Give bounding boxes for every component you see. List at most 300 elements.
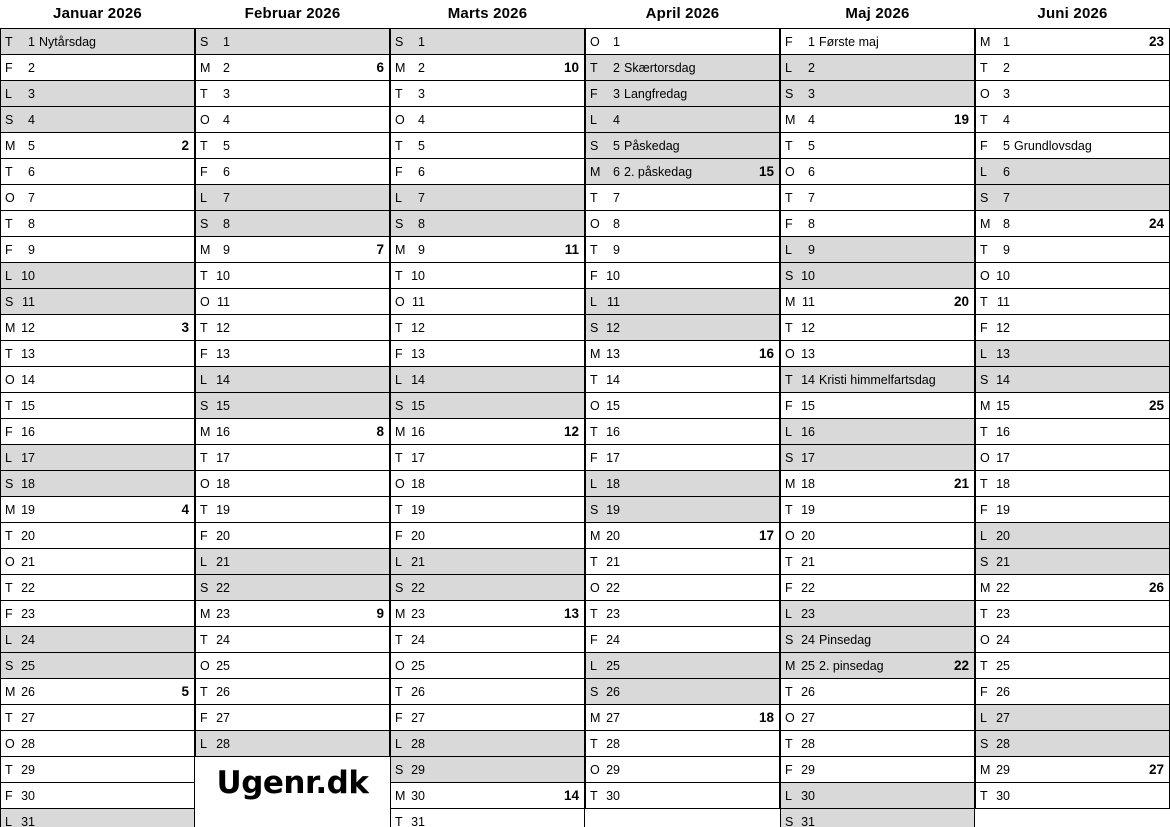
day-row[interactable] — [781, 575, 974, 601]
day-row[interactable] — [1, 81, 194, 107]
day-row[interactable] — [1, 497, 194, 523]
day-row[interactable] — [196, 575, 389, 601]
day-number: 4 — [223, 112, 230, 127]
day-row[interactable] — [196, 107, 389, 133]
day-row[interactable] — [586, 237, 779, 263]
day-row[interactable] — [586, 471, 779, 497]
day-of-week: L — [980, 710, 987, 725]
day-row[interactable] — [586, 601, 779, 627]
day-row[interactable] — [1, 263, 194, 289]
day-row[interactable] — [781, 419, 974, 445]
day-row[interactable] — [196, 185, 389, 211]
day-row[interactable] — [586, 575, 779, 601]
day-row[interactable] — [976, 159, 1169, 185]
day-row[interactable] — [781, 601, 974, 627]
day-of-week: M — [980, 580, 991, 595]
day-number: 30 — [411, 788, 425, 803]
day-number: 14 — [606, 372, 620, 387]
day-of-week: T — [980, 60, 988, 75]
day-row[interactable] — [586, 159, 779, 185]
day-row[interactable] — [781, 497, 974, 523]
day-row[interactable] — [586, 263, 779, 289]
day-row[interactable] — [1, 393, 194, 419]
day-of-week: F — [200, 528, 208, 543]
day-number: 7 — [613, 190, 620, 205]
day-row[interactable] — [586, 757, 779, 783]
day-row[interactable] — [1, 29, 194, 55]
day-row[interactable] — [976, 653, 1169, 679]
week-number: 12 — [563, 424, 579, 439]
day-row[interactable] — [976, 211, 1169, 237]
day-row[interactable] — [391, 289, 584, 315]
day-row[interactable] — [976, 29, 1169, 55]
day-row[interactable] — [976, 419, 1169, 445]
day-row[interactable] — [781, 523, 974, 549]
day-row[interactable] — [196, 419, 389, 445]
day-of-week: T — [785, 190, 793, 205]
day-number: 25 — [996, 658, 1010, 673]
day-of-week: T — [5, 398, 13, 413]
day-number: 4 — [28, 112, 35, 127]
day-of-week: M — [200, 424, 211, 439]
day-number: 17 — [411, 450, 425, 465]
day-of-week: S — [395, 762, 404, 777]
day-row[interactable] — [196, 601, 389, 627]
month-column — [585, 0, 780, 827]
day-of-week: T — [980, 242, 988, 257]
day-row[interactable] — [196, 523, 389, 549]
day-row[interactable] — [1, 705, 194, 731]
day-row[interactable] — [781, 471, 974, 497]
day-row[interactable] — [1, 237, 194, 263]
day-row[interactable] — [586, 29, 779, 55]
day-row[interactable] — [586, 445, 779, 471]
week-number: 3 — [181, 320, 189, 335]
day-row[interactable] — [391, 393, 584, 419]
day-row[interactable] — [976, 757, 1169, 783]
week-number: 13 — [563, 606, 579, 621]
day-row[interactable] — [781, 263, 974, 289]
month-days — [975, 28, 1170, 809]
day-of-week: T — [980, 476, 988, 491]
day-row[interactable] — [781, 29, 974, 55]
day-row[interactable] — [1, 211, 194, 237]
day-row[interactable] — [976, 133, 1169, 159]
day-row[interactable] — [1, 653, 194, 679]
day-number: 16 — [606, 424, 620, 439]
day-number: 8 — [418, 216, 425, 231]
day-row[interactable] — [586, 315, 779, 341]
day-row[interactable] — [586, 679, 779, 705]
day-row[interactable] — [976, 107, 1169, 133]
day-row[interactable] — [196, 289, 389, 315]
day-row[interactable] — [976, 185, 1169, 211]
day-number: 14 — [21, 372, 35, 387]
day-of-week: L — [785, 242, 792, 257]
day-number: 27 — [606, 710, 620, 725]
day-of-week: F — [5, 606, 13, 621]
day-row[interactable] — [1, 471, 194, 497]
day-row[interactable] — [781, 705, 974, 731]
day-row[interactable] — [586, 289, 779, 315]
day-row[interactable] — [781, 55, 974, 81]
day-row[interactable] — [781, 237, 974, 263]
day-row[interactable] — [391, 133, 584, 159]
day-number: 28 — [996, 736, 1010, 751]
day-number: 30 — [996, 788, 1010, 803]
day-row[interactable] — [586, 705, 779, 731]
day-row[interactable] — [391, 627, 584, 653]
day-row[interactable] — [781, 731, 974, 757]
day-row[interactable] — [976, 497, 1169, 523]
day-of-week: O — [785, 346, 795, 361]
day-row[interactable] — [1, 55, 194, 81]
day-row[interactable] — [391, 549, 584, 575]
day-number: 13 — [801, 346, 815, 361]
day-row[interactable] — [586, 341, 779, 367]
day-number: 6 — [1003, 164, 1010, 179]
day-number: 1 — [223, 34, 230, 49]
day-of-week: T — [200, 632, 208, 647]
day-number: 10 — [606, 268, 620, 283]
day-row[interactable] — [196, 393, 389, 419]
day-row[interactable] — [196, 731, 389, 757]
day-row[interactable] — [1, 627, 194, 653]
day-row[interactable] — [391, 601, 584, 627]
day-number: 2 — [808, 60, 815, 75]
day-row[interactable] — [1, 315, 194, 341]
day-of-week: S — [980, 736, 989, 751]
day-row[interactable] — [391, 55, 584, 81]
day-of-week: T — [980, 424, 988, 439]
day-number: 10 — [21, 268, 35, 283]
day-row[interactable] — [781, 679, 974, 705]
day-row[interactable] — [976, 783, 1169, 809]
day-row[interactable] — [391, 185, 584, 211]
day-row[interactable] — [781, 159, 974, 185]
day-number: 25 — [801, 658, 815, 673]
day-row[interactable] — [1, 107, 194, 133]
day-row[interactable] — [391, 419, 584, 445]
day-row[interactable] — [196, 497, 389, 523]
day-row[interactable] — [781, 315, 974, 341]
day-row[interactable] — [391, 679, 584, 705]
week-number: 26 — [1148, 580, 1164, 595]
day-row[interactable] — [196, 627, 389, 653]
day-row[interactable] — [976, 705, 1169, 731]
day-number: 4 — [808, 112, 815, 127]
day-row[interactable] — [781, 757, 974, 783]
day-row[interactable] — [391, 575, 584, 601]
day-row[interactable] — [781, 393, 974, 419]
day-number: 11 — [217, 294, 230, 309]
day-row[interactable] — [196, 315, 389, 341]
day-row[interactable] — [976, 263, 1169, 289]
day-row[interactable] — [196, 55, 389, 81]
day-row[interactable] — [196, 549, 389, 575]
day-of-week: F — [395, 164, 403, 179]
day-row[interactable] — [586, 107, 779, 133]
day-number: 10 — [996, 268, 1010, 283]
day-row[interactable] — [196, 133, 389, 159]
day-row[interactable] — [976, 679, 1169, 705]
day-row[interactable] — [391, 705, 584, 731]
day-of-week: O — [785, 164, 795, 179]
day-number: 23 — [606, 606, 620, 621]
day-row[interactable] — [1, 679, 194, 705]
day-row[interactable] — [196, 367, 389, 393]
day-number: 20 — [411, 528, 425, 543]
day-row[interactable] — [976, 523, 1169, 549]
day-row[interactable] — [781, 445, 974, 471]
day-number: 3 — [223, 86, 230, 101]
day-row[interactable] — [391, 315, 584, 341]
day-row[interactable] — [196, 653, 389, 679]
day-of-week: L — [590, 658, 597, 673]
day-row[interactable] — [391, 653, 584, 679]
day-of-week: T — [5, 762, 13, 777]
day-row[interactable] — [1, 549, 194, 575]
day-row[interactable] — [391, 29, 584, 55]
day-number: 20 — [801, 528, 815, 543]
day-row[interactable] — [781, 809, 974, 827]
day-row[interactable] — [391, 81, 584, 107]
day-of-week: M — [590, 164, 601, 179]
day-row[interactable] — [586, 419, 779, 445]
day-number: 21 — [996, 554, 1010, 569]
day-row[interactable] — [781, 341, 974, 367]
day-number: 23 — [216, 606, 230, 621]
day-row[interactable] — [976, 367, 1169, 393]
day-row[interactable] — [586, 185, 779, 211]
day-number: 30 — [21, 788, 35, 803]
day-row[interactable] — [586, 549, 779, 575]
day-row[interactable] — [586, 133, 779, 159]
day-number: 15 — [21, 398, 35, 413]
week-number: 18 — [758, 710, 774, 725]
day-number: 10 — [801, 268, 815, 283]
day-row[interactable] — [1, 757, 194, 783]
day-row[interactable] — [586, 367, 779, 393]
day-of-week: S — [980, 554, 989, 569]
day-row[interactable] — [586, 783, 779, 809]
day-row[interactable] — [586, 523, 779, 549]
day-number: 25 — [216, 658, 230, 673]
day-row[interactable] — [196, 263, 389, 289]
day-row[interactable] — [976, 471, 1169, 497]
day-of-week: S — [200, 216, 209, 231]
day-row[interactable] — [391, 731, 584, 757]
day-row[interactable] — [1, 731, 194, 757]
day-row[interactable] — [1, 185, 194, 211]
day-row[interactable] — [976, 627, 1169, 653]
day-row[interactable] — [781, 81, 974, 107]
day-row[interactable] — [781, 653, 974, 679]
day-row[interactable] — [1, 419, 194, 445]
day-of-week: F — [5, 242, 13, 257]
day-row[interactable] — [196, 471, 389, 497]
month-days — [0, 28, 195, 827]
day-of-week: T — [785, 684, 793, 699]
day-number: 11 — [412, 294, 425, 309]
day-of-week: O — [395, 476, 405, 491]
day-row[interactable] — [196, 29, 389, 55]
day-of-week: O — [980, 86, 990, 101]
day-row[interactable] — [976, 601, 1169, 627]
day-of-week: T — [200, 502, 208, 517]
day-row[interactable] — [586, 731, 779, 757]
day-of-week: S — [785, 268, 794, 283]
day-row[interactable] — [781, 549, 974, 575]
day-row[interactable] — [391, 523, 584, 549]
day-number: 14 — [801, 372, 815, 387]
day-row[interactable] — [781, 627, 974, 653]
day-row[interactable] — [976, 549, 1169, 575]
day-row[interactable] — [1, 133, 194, 159]
day-row[interactable] — [976, 55, 1169, 81]
day-row[interactable] — [196, 237, 389, 263]
day-of-week: F — [785, 216, 793, 231]
day-row[interactable] — [1, 809, 194, 827]
day-of-week: L — [980, 346, 987, 361]
day-of-week: F — [980, 320, 988, 335]
day-row[interactable] — [1, 341, 194, 367]
day-row[interactable] — [196, 81, 389, 107]
day-number: 6 — [418, 164, 425, 179]
week-number: 22 — [953, 658, 969, 673]
day-of-week: M — [785, 294, 796, 309]
day-row[interactable] — [1, 445, 194, 471]
day-row[interactable] — [586, 627, 779, 653]
day-number: 12 — [216, 320, 230, 335]
day-row[interactable] — [976, 81, 1169, 107]
day-row[interactable] — [976, 393, 1169, 419]
day-row[interactable] — [391, 107, 584, 133]
day-row[interactable] — [1, 601, 194, 627]
day-row[interactable] — [586, 653, 779, 679]
day-number: 15 — [801, 398, 815, 413]
day-row[interactable] — [391, 497, 584, 523]
day-row[interactable] — [976, 289, 1169, 315]
day-number: 28 — [606, 736, 620, 751]
holiday-name: Nytårsdag — [39, 34, 96, 49]
day-row[interactable] — [196, 679, 389, 705]
day-row[interactable] — [391, 237, 584, 263]
day-number: 22 — [411, 580, 425, 595]
day-row[interactable] — [196, 445, 389, 471]
day-of-week: O — [590, 762, 600, 777]
day-row[interactable] — [391, 471, 584, 497]
day-row[interactable] — [196, 211, 389, 237]
day-row[interactable] — [781, 133, 974, 159]
day-of-week: L — [395, 190, 402, 205]
day-number: 2 — [28, 60, 35, 75]
day-of-week: S — [395, 34, 404, 49]
day-row[interactable] — [391, 159, 584, 185]
day-row[interactable] — [781, 289, 974, 315]
holiday-name: Pinsedag — [819, 632, 872, 647]
day-row[interactable] — [391, 263, 584, 289]
day-of-week: T — [590, 606, 598, 621]
day-row[interactable] — [586, 81, 779, 107]
day-number: 1 — [418, 34, 425, 49]
day-number: 24 — [996, 632, 1010, 647]
week-number: 24 — [1148, 216, 1164, 231]
day-number: 9 — [808, 242, 815, 257]
day-of-week: M — [200, 60, 211, 75]
day-number: 19 — [996, 502, 1010, 517]
day-row[interactable] — [976, 315, 1169, 341]
day-row[interactable] — [391, 757, 584, 783]
day-number: 22 — [606, 580, 620, 595]
day-number: 3 — [28, 86, 35, 101]
day-row[interactable] — [391, 445, 584, 471]
day-row[interactable] — [586, 55, 779, 81]
day-row[interactable] — [1, 575, 194, 601]
day-of-week: T — [785, 138, 793, 153]
day-row[interactable] — [1, 289, 194, 315]
day-row[interactable] — [391, 211, 584, 237]
day-number: 24 — [801, 632, 815, 647]
day-row[interactable] — [391, 809, 584, 827]
empty-row — [975, 809, 1170, 827]
day-number: 7 — [418, 190, 425, 205]
day-number: 8 — [613, 216, 620, 231]
day-row[interactable] — [1, 367, 194, 393]
day-row[interactable] — [1, 783, 194, 809]
day-row[interactable] — [976, 575, 1169, 601]
day-row[interactable] — [781, 367, 974, 393]
day-row[interactable] — [391, 341, 584, 367]
day-of-week: O — [980, 632, 990, 647]
day-number: 23 — [996, 606, 1010, 621]
day-row[interactable] — [1, 523, 194, 549]
day-of-week: M — [785, 112, 796, 127]
day-row[interactable] — [976, 731, 1169, 757]
day-row[interactable] — [196, 705, 389, 731]
day-number: 17 — [606, 450, 620, 465]
day-row[interactable] — [391, 367, 584, 393]
day-row[interactable] — [976, 341, 1169, 367]
day-of-week: T — [395, 138, 403, 153]
day-row[interactable] — [976, 237, 1169, 263]
day-of-week: S — [785, 450, 794, 465]
day-number: 6 — [223, 164, 230, 179]
day-of-week: S — [200, 34, 209, 49]
day-number: 24 — [216, 632, 230, 647]
day-number: 28 — [216, 736, 230, 751]
day-row[interactable] — [586, 497, 779, 523]
day-row[interactable] — [586, 393, 779, 419]
day-of-week: F — [980, 138, 988, 153]
day-of-week: S — [785, 814, 794, 827]
week-number: 10 — [563, 60, 579, 75]
day-row[interactable] — [1, 159, 194, 185]
day-row[interactable] — [976, 445, 1169, 471]
week-number: 27 — [1148, 762, 1164, 777]
day-row[interactable] — [781, 185, 974, 211]
day-row[interactable] — [781, 211, 974, 237]
day-row[interactable] — [781, 107, 974, 133]
day-row[interactable] — [781, 783, 974, 809]
day-row[interactable] — [196, 341, 389, 367]
day-of-week: T — [5, 580, 13, 595]
day-of-week: T — [395, 86, 403, 101]
holiday-name: Skærtorsdag — [624, 60, 696, 75]
day-row[interactable] — [391, 783, 584, 809]
day-row[interactable] — [196, 159, 389, 185]
day-row[interactable] — [586, 211, 779, 237]
